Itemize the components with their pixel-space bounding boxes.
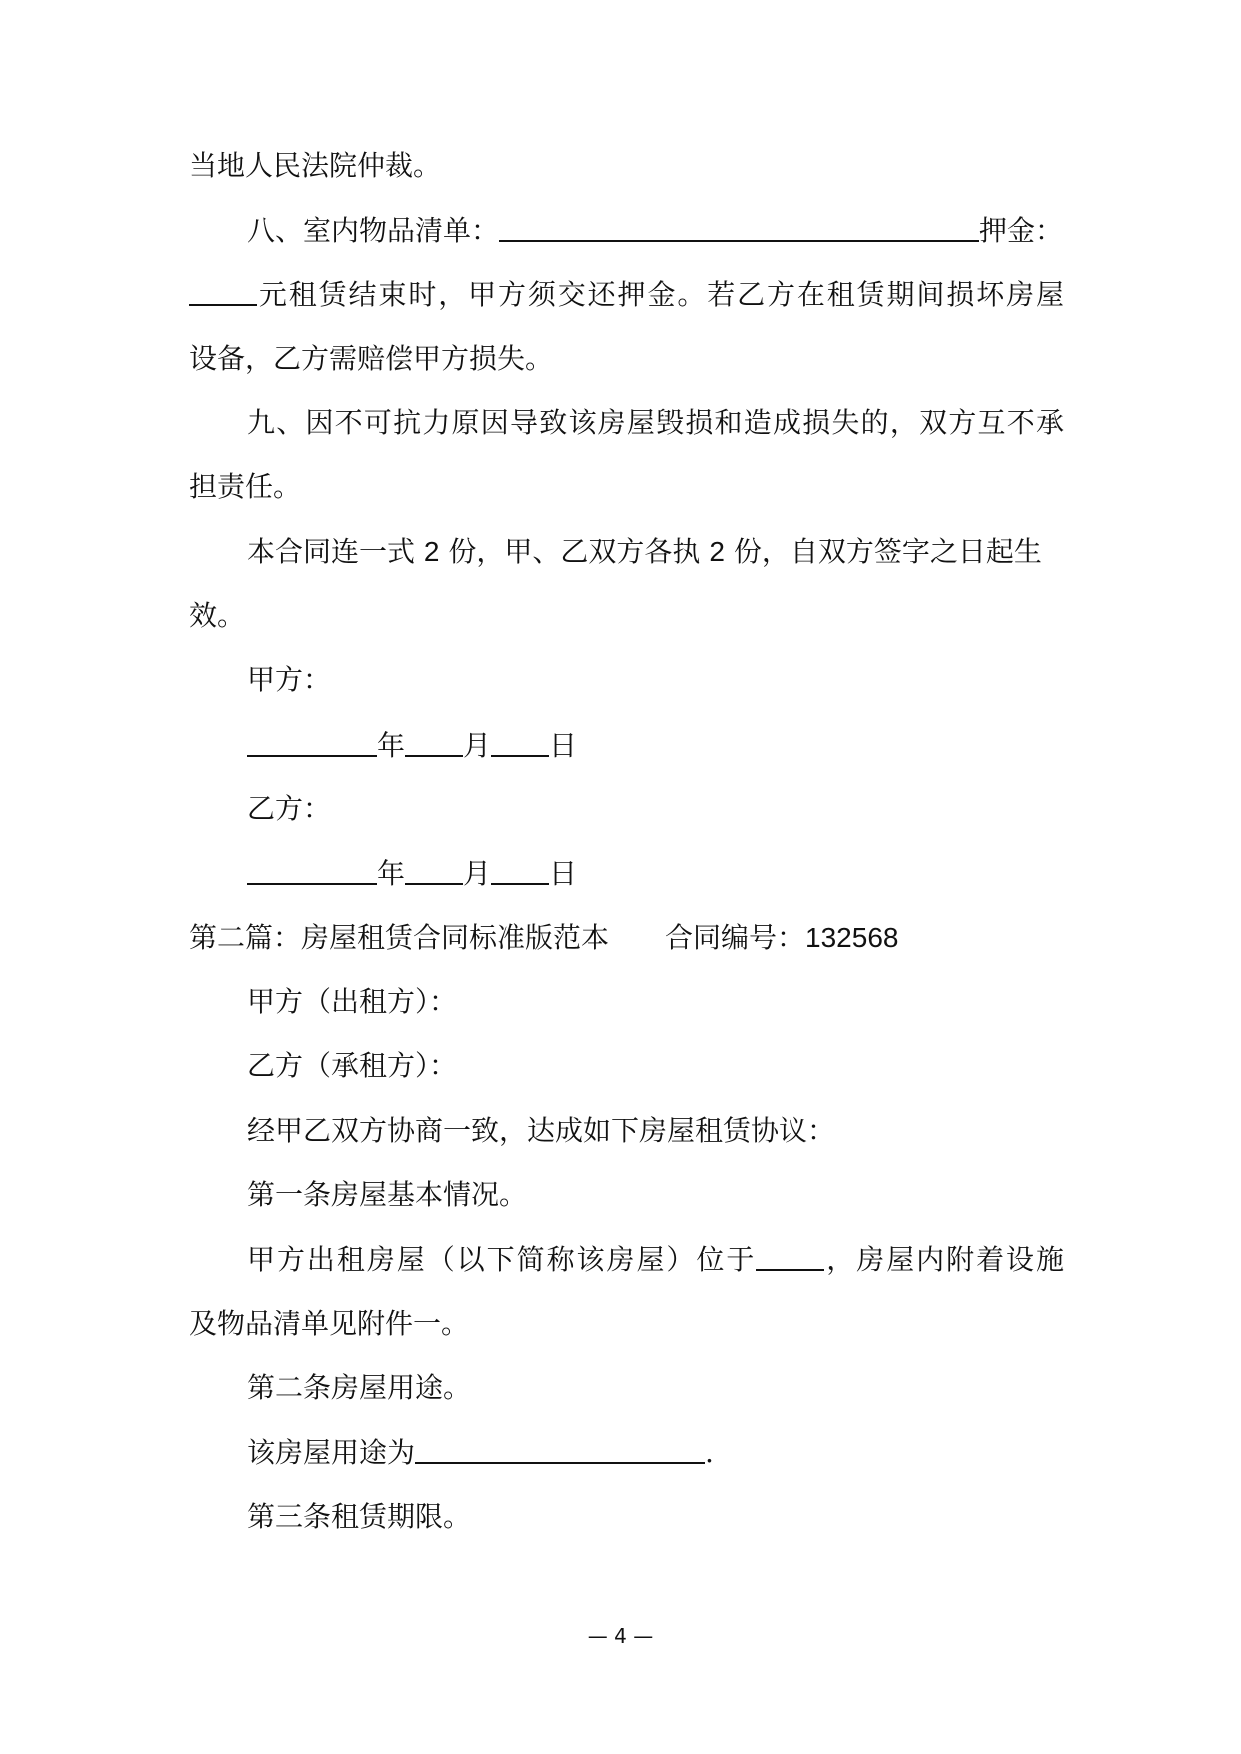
blank-underline <box>405 853 463 885</box>
blank-underline <box>247 725 377 757</box>
paragraph-line: 八、室内物品清单： 押金： <box>247 210 1063 251</box>
party-a-label: 甲方： <box>247 663 332 696</box>
blank-underline <box>491 853 549 885</box>
paragraph-line: 甲方出租房屋（以下简称该房屋）位于 ，房屋内附着设施 <box>247 1239 1064 1280</box>
paragraph-line: 九、因不可抗力原因导致该房屋毁损和造成损失的，双方互不承 <box>247 406 1064 439</box>
paragraph-line: 当地人民法院仲裁。 <box>189 149 442 182</box>
paragraph-line: 元租赁结束时，甲方须交还押金。若乙方在租赁期间损坏房屋 <box>189 274 1064 315</box>
blank-underline <box>491 725 549 757</box>
page-number: — 4 — <box>587 1624 654 1648</box>
party-b-label: 乙方： <box>247 792 332 825</box>
paragraph-line: 经甲乙双方协商一致，达成如下房屋租赁协议： <box>247 1114 836 1147</box>
paragraph-line: 甲方（出租方）： <box>247 985 458 1018</box>
date-line-party-a: 年 月 日 <box>247 725 577 766</box>
paragraph-line: 及物品清单见附件一。 <box>189 1307 470 1340</box>
blank-underline <box>756 1239 824 1271</box>
paragraph-line: 本合同连一式 2 份，甲、乙双方各执 2 份，自双方签字之日起生 <box>247 535 1042 568</box>
blank-underline <box>189 274 257 306</box>
article-heading: 第二条房屋用途。 <box>247 1371 472 1404</box>
blank-underline <box>499 210 979 242</box>
article-heading: 第一条房屋基本情况。 <box>247 1178 528 1211</box>
paragraph-line: 担责任。 <box>189 470 302 503</box>
blank-underline <box>405 725 463 757</box>
paragraph-line: 乙方（承租方）： <box>247 1049 458 1082</box>
paragraph-line: 效。 <box>189 599 246 632</box>
blank-underline <box>247 853 377 885</box>
paragraph-line: 该房屋用途为 . <box>247 1432 714 1473</box>
date-line-party-b: 年 月 日 <box>247 853 577 894</box>
paragraph-line: 设备，乙方需赔偿甲方损失。 <box>189 342 554 375</box>
section-heading: 第二篇：房屋租赁合同标准版范本 合同编号：132568 <box>189 921 899 954</box>
article-heading: 第三条租赁期限。 <box>247 1500 472 1533</box>
blank-underline <box>415 1432 705 1464</box>
